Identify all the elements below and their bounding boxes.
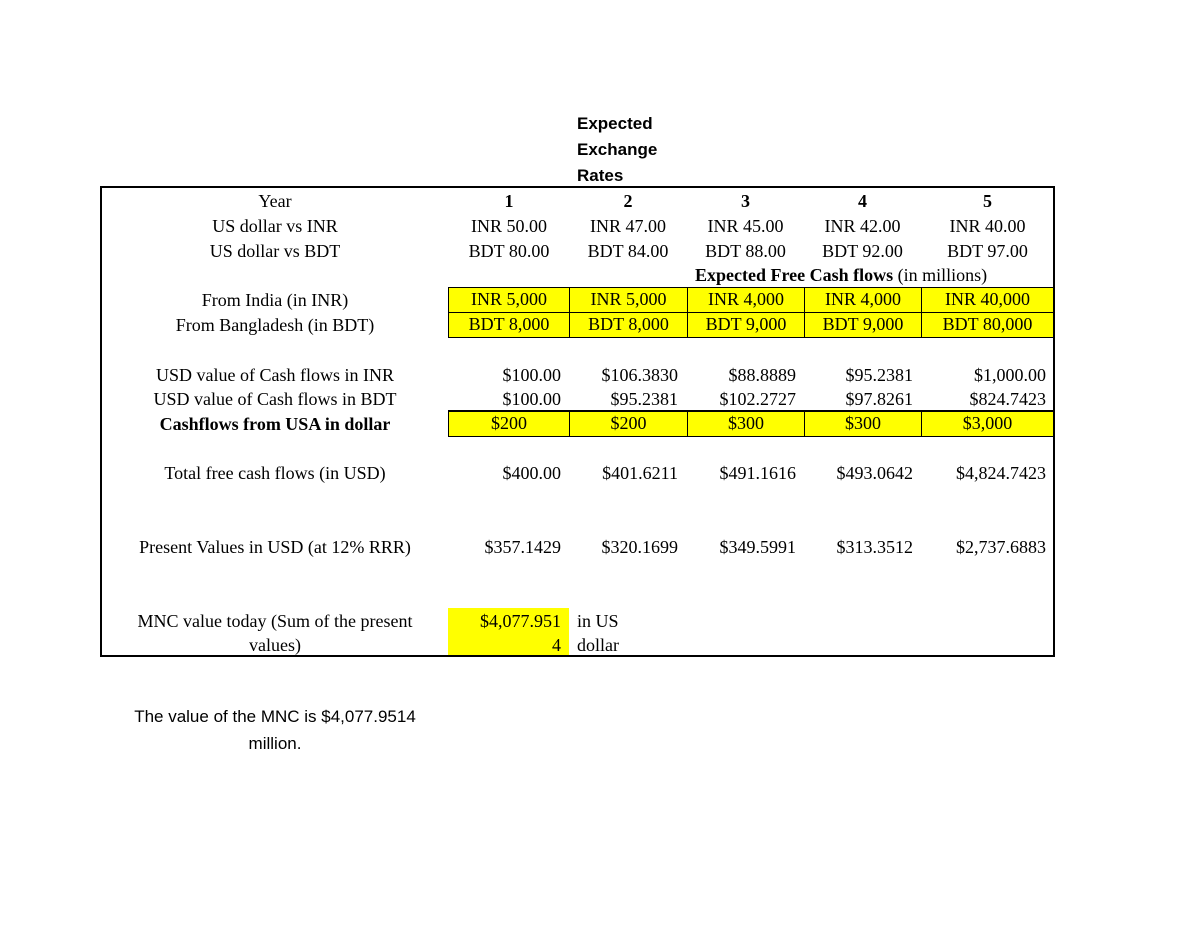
bdt-rate-cell: BDT 84.00	[587, 241, 669, 261]
usd-inr-cell: $95.2381	[845, 365, 913, 385]
usd-inr-cell: $88.8889	[728, 365, 796, 385]
usa-cell: $300	[804, 411, 922, 437]
inr-rate-cell: INR 45.00	[707, 216, 784, 236]
india-cell: INR 5,000	[448, 287, 570, 313]
header-line: Rates	[577, 166, 624, 185]
usd-inr-cell: $100.00	[502, 365, 561, 385]
india-cell: INR 4,000	[687, 287, 805, 313]
year-3: 3	[741, 191, 750, 211]
bangladesh-cell: BDT 9,000	[687, 312, 805, 338]
year-2: 2	[623, 191, 633, 211]
fcf-heading-bold: Expected Free Cash flows	[695, 265, 894, 285]
usa-cell: $3,000	[921, 411, 1054, 437]
total-cell: $491.1616	[719, 463, 796, 483]
conclusion-line: The value of the MNC is $4,077.9514	[134, 707, 416, 726]
bdt-rate-cell: BDT 92.00	[822, 241, 903, 261]
india-cell: INR 4,000	[804, 287, 922, 313]
bangladesh-cell: BDT 8,000	[569, 312, 688, 338]
pv-label: Present Values in USD (at 12% RRR)	[139, 537, 411, 557]
bangladesh-cell: BDT 9,000	[804, 312, 922, 338]
mnc-value-line: $4,077.951	[480, 611, 561, 631]
inr-rate-cell: INR 42.00	[824, 216, 901, 236]
bdt-rate-label: US dollar vs BDT	[209, 241, 341, 261]
year-5: 5	[983, 191, 992, 211]
mnc-value-line: 4	[552, 635, 561, 655]
usd-inr-cell: $106.3830	[601, 365, 678, 385]
fcf-heading-unit: (in millions)	[893, 265, 988, 285]
conclusion-note	[100, 703, 450, 757]
total-cell: $493.0642	[836, 463, 913, 483]
bangladesh-label: From Bangladesh (in BDT)	[175, 315, 375, 335]
usd-bdt-cell: $97.8261	[845, 389, 913, 409]
usd-bdt-cell: $100.00	[502, 389, 561, 409]
usa-label: Cashflows from USA in dollar	[159, 414, 391, 434]
usd-bdt-cell: $824.7423	[969, 389, 1046, 409]
year-1: 1	[504, 191, 514, 211]
pv-cell: $357.1429	[484, 537, 561, 557]
inr-rate-label: US dollar vs INR	[212, 216, 338, 236]
total-cell: $400.00	[502, 463, 561, 483]
fcf-heading	[695, 263, 987, 287]
pv-cell: $320.1699	[601, 537, 678, 557]
usd-bdt-cell: $95.2381	[610, 389, 678, 409]
conclusion-line: million.	[248, 734, 302, 753]
usd-inr-cell: $1,000.00	[974, 365, 1046, 385]
bdt-rate-cell: BDT 88.00	[705, 241, 786, 261]
total-cell: $401.6211	[602, 463, 678, 483]
india-cell: INR 40,000	[921, 287, 1054, 313]
pv-cell: $349.5991	[719, 537, 796, 557]
usd-inr-label: USD value of Cash flows in INR	[156, 365, 394, 385]
bangladesh-cell: BDT 80,000	[921, 312, 1054, 338]
mnc-unit-line: dollar	[577, 635, 619, 655]
bangladesh-cell: BDT 8,000	[448, 312, 570, 338]
inr-rate-cell: INR 40.00	[949, 216, 1026, 236]
year-label: Year	[258, 191, 292, 211]
mnc-label-line: MNC value today (Sum of the present	[137, 611, 413, 631]
usa-cell: $200	[569, 411, 688, 437]
year-4: 4	[858, 191, 867, 211]
usd-bdt-cell: $102.2727	[719, 389, 796, 409]
mnc-label-line: values)	[249, 635, 301, 655]
bdt-rate-cell: BDT 80.00	[468, 241, 550, 261]
india-cell: INR 5,000	[569, 287, 688, 313]
header-line: Exchange	[577, 140, 658, 159]
total-cell: $4,824.7423	[956, 463, 1046, 483]
mnc-unit-line: in US	[577, 611, 619, 631]
inr-rate-cell: INR 47.00	[590, 216, 666, 236]
inr-rate-cell: INR 50.00	[471, 216, 547, 236]
usa-cell: $200	[448, 411, 570, 437]
bdt-rate-cell: BDT 97.00	[947, 241, 1028, 261]
usa-cell: $300	[687, 411, 805, 437]
pv-cell: $313.3512	[836, 537, 913, 557]
total-label: Total free cash flows (in USD)	[164, 463, 386, 483]
header-line: Expected	[577, 114, 653, 133]
exchange-rates-header	[577, 111, 657, 189]
india-label: From India (in INR)	[201, 290, 349, 310]
usd-bdt-label: USD value of Cash flows in BDT	[153, 389, 397, 409]
pv-cell: $2,737.6883	[956, 537, 1046, 557]
